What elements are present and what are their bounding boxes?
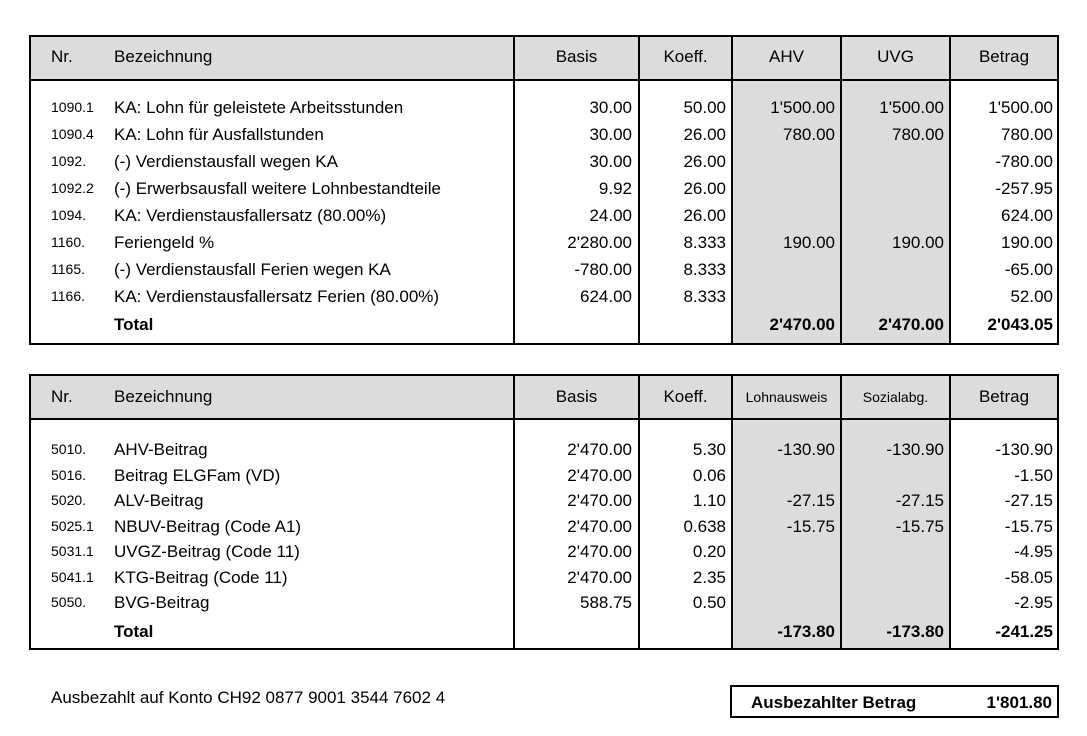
cell-basis: 2'470.00 xyxy=(567,542,632,561)
header-ahv: AHV xyxy=(769,47,804,66)
cell-koeff: 26.00 xyxy=(683,206,726,225)
cell-c2: -15.75 xyxy=(895,516,944,536)
cell-betrag: 1'500.00 xyxy=(988,98,1053,117)
header-betrag: Betrag xyxy=(978,387,1030,406)
cell-bez: UVGZ-Beitrag (Code 11) xyxy=(114,542,300,561)
cell-koeff: 8.333 xyxy=(683,233,726,252)
cell-koeff: 0.638 xyxy=(683,516,726,536)
cell-koeff: 0.06 xyxy=(692,465,726,485)
cell-betrag: -58.05 xyxy=(1004,567,1053,587)
cell-betrag: -65.00 xyxy=(1004,260,1053,279)
header-lohnausweis: Lohnausweis xyxy=(745,389,828,405)
cell-koeff: 0.50 xyxy=(692,593,726,612)
payout-value: 1'801.80 xyxy=(986,693,1052,712)
cell-c2: -27.15 xyxy=(895,491,944,510)
col-divider xyxy=(840,376,842,648)
cell-bez: AHV-Beitrag xyxy=(114,440,208,459)
cell-nr: 1092. xyxy=(51,153,87,169)
payout-account: Ausbezahlt auf Konto CH92 0877 9001 3544 7602 4 xyxy=(51,688,446,707)
payout-box xyxy=(730,685,1059,718)
col-divider xyxy=(731,37,733,343)
cell-nr: 1094. xyxy=(51,207,87,223)
cell-betrag: -130.90 xyxy=(995,440,1053,459)
header-basis: Basis xyxy=(555,47,598,66)
cell-koeff: 0.20 xyxy=(692,542,726,561)
cell-c1: -130.90 xyxy=(777,440,835,459)
cell-koeff: 2.35 xyxy=(692,567,726,587)
payout-label: Ausbezahlter Betrag xyxy=(751,693,917,712)
cell-bez: KA: Lohn für geleistete Arbeitsstunden xyxy=(114,98,404,117)
cell-bez: KA: Verdienstausfallersatz Ferien (80.00%) xyxy=(114,287,440,306)
cell-nr: 1090.1 xyxy=(51,99,94,115)
header-nr: Nr. xyxy=(51,387,73,406)
cell-betrag: 780.00 xyxy=(1001,125,1053,144)
deductions-table xyxy=(29,374,1059,650)
cell-c2: -130.90 xyxy=(886,440,944,459)
header-koeff: Koeff. xyxy=(663,387,708,406)
cell-betrag: -4.95 xyxy=(1014,542,1053,561)
header-betrag: Betrag xyxy=(978,47,1030,66)
cell-betrag: 190.00 xyxy=(1001,233,1053,252)
cell-c1: 780.00 xyxy=(783,125,835,144)
cell-koeff: 26.00 xyxy=(683,125,726,144)
cell-c1: 190.00 xyxy=(783,233,835,252)
cell-basis: 30.00 xyxy=(589,125,632,144)
cell-koeff: 8.333 xyxy=(683,260,726,279)
cell-nr: 1165. xyxy=(51,261,85,277)
cell-basis: 9.92 xyxy=(598,179,632,198)
total-betrag: -241.25 xyxy=(995,622,1053,641)
cell-bez: ALV-Beitrag xyxy=(114,491,204,510)
cell-betrag: -27.15 xyxy=(1004,491,1053,510)
total-sozialabg: -173.80 xyxy=(886,622,944,641)
cell-betrag: -2.95 xyxy=(1014,593,1053,612)
cell-c1: 1'500.00 xyxy=(770,98,835,117)
earnings-table xyxy=(29,35,1059,345)
cell-betrag: 52.00 xyxy=(1010,287,1053,306)
cell-bez: Feriengeld % xyxy=(114,233,215,252)
cell-basis: -780.00 xyxy=(574,260,632,279)
cell-koeff: 26.00 xyxy=(683,179,726,198)
cell-koeff: 1.10 xyxy=(692,491,726,510)
cell-c1: -27.15 xyxy=(786,491,835,510)
total-lohnausweis: -173.80 xyxy=(777,622,835,641)
header-bezeichnung: Bezeichnung xyxy=(114,47,213,66)
cell-basis: 2'470.00 xyxy=(567,491,632,510)
header-koeff: Koeff. xyxy=(663,47,708,66)
cell-nr: 5025.1 xyxy=(51,517,94,534)
cell-bez: KA: Verdienstausfallersatz (80.00%) xyxy=(114,206,387,225)
cell-koeff: 50.00 xyxy=(683,98,726,117)
cell-betrag: -257.95 xyxy=(995,179,1053,198)
cell-c2: 780.00 xyxy=(892,125,944,144)
cell-nr: 1166. xyxy=(51,288,85,304)
total-uvg: 2'470.00 xyxy=(878,315,944,334)
cell-basis: 2'470.00 xyxy=(567,567,632,587)
total-label: Total xyxy=(114,315,154,334)
cell-bez: (-) Verdienstausfall wegen KA xyxy=(114,152,338,171)
cell-bez: Beitrag ELGFam (VD) xyxy=(114,465,281,485)
cell-koeff: 5.30 xyxy=(692,440,726,459)
total-betrag: 2'043.05 xyxy=(987,315,1053,334)
cell-koeff: 8.333 xyxy=(683,287,726,306)
cell-nr: 1090.4 xyxy=(51,126,94,142)
cell-nr: 1160. xyxy=(51,234,85,250)
cell-bez: KA: Lohn für Ausfallstunden xyxy=(114,125,324,144)
cell-bez: (-) Erwerbsausfall weitere Lohnbestandteile xyxy=(114,179,441,198)
cell-basis: 2'470.00 xyxy=(567,465,632,485)
cell-basis: 2'280.00 xyxy=(567,233,632,252)
cell-basis: 2'470.00 xyxy=(567,516,632,536)
cell-nr: 5020. xyxy=(51,492,87,508)
cell-bez: BVG-Beitrag xyxy=(114,593,210,612)
cell-betrag: -1.50 xyxy=(1014,465,1053,485)
cell-basis: 588.75 xyxy=(580,593,632,612)
cell-nr: 1092.2 xyxy=(51,180,94,196)
cell-basis: 624.00 xyxy=(580,287,632,306)
cell-nr: 5050. xyxy=(51,594,87,610)
cell-basis: 2'470.00 xyxy=(567,440,632,459)
header-bezeichnung: Bezeichnung xyxy=(114,387,213,406)
cell-bez: (-) Verdienstausfall Ferien wegen KA xyxy=(114,260,391,279)
cell-nr: 5031.1 xyxy=(51,543,94,559)
col-divider xyxy=(731,376,733,648)
total-ahv: 2'470.00 xyxy=(769,315,835,334)
total-label: Total xyxy=(114,622,154,641)
header-uvg: UVG xyxy=(877,47,914,66)
cell-nr: 5010. xyxy=(51,441,87,457)
header-basis: Basis xyxy=(555,387,598,406)
cell-basis: 30.00 xyxy=(589,152,632,171)
cell-betrag: 624.00 xyxy=(1001,206,1053,225)
cell-basis: 24.00 xyxy=(589,206,632,225)
cell-c2: 190.00 xyxy=(892,233,944,252)
col-divider xyxy=(840,37,842,343)
cell-betrag: -780.00 xyxy=(995,152,1053,171)
cell-bez: NBUV-Beitrag (Code A1) xyxy=(114,516,302,536)
cell-c2: 1'500.00 xyxy=(879,98,944,117)
header-nr: Nr. xyxy=(51,47,73,66)
cell-bez: KTG-Beitrag (Code 11) xyxy=(114,567,288,587)
cell-betrag: -15.75 xyxy=(1004,516,1053,536)
cell-nr: 5016. xyxy=(51,466,87,483)
cell-c1: -15.75 xyxy=(786,516,835,536)
header-sozialabg: Sozialabg. xyxy=(862,389,929,405)
cell-koeff: 26.00 xyxy=(683,152,726,171)
cell-nr: 5041.1 xyxy=(51,568,94,585)
cell-basis: 30.00 xyxy=(589,98,632,117)
